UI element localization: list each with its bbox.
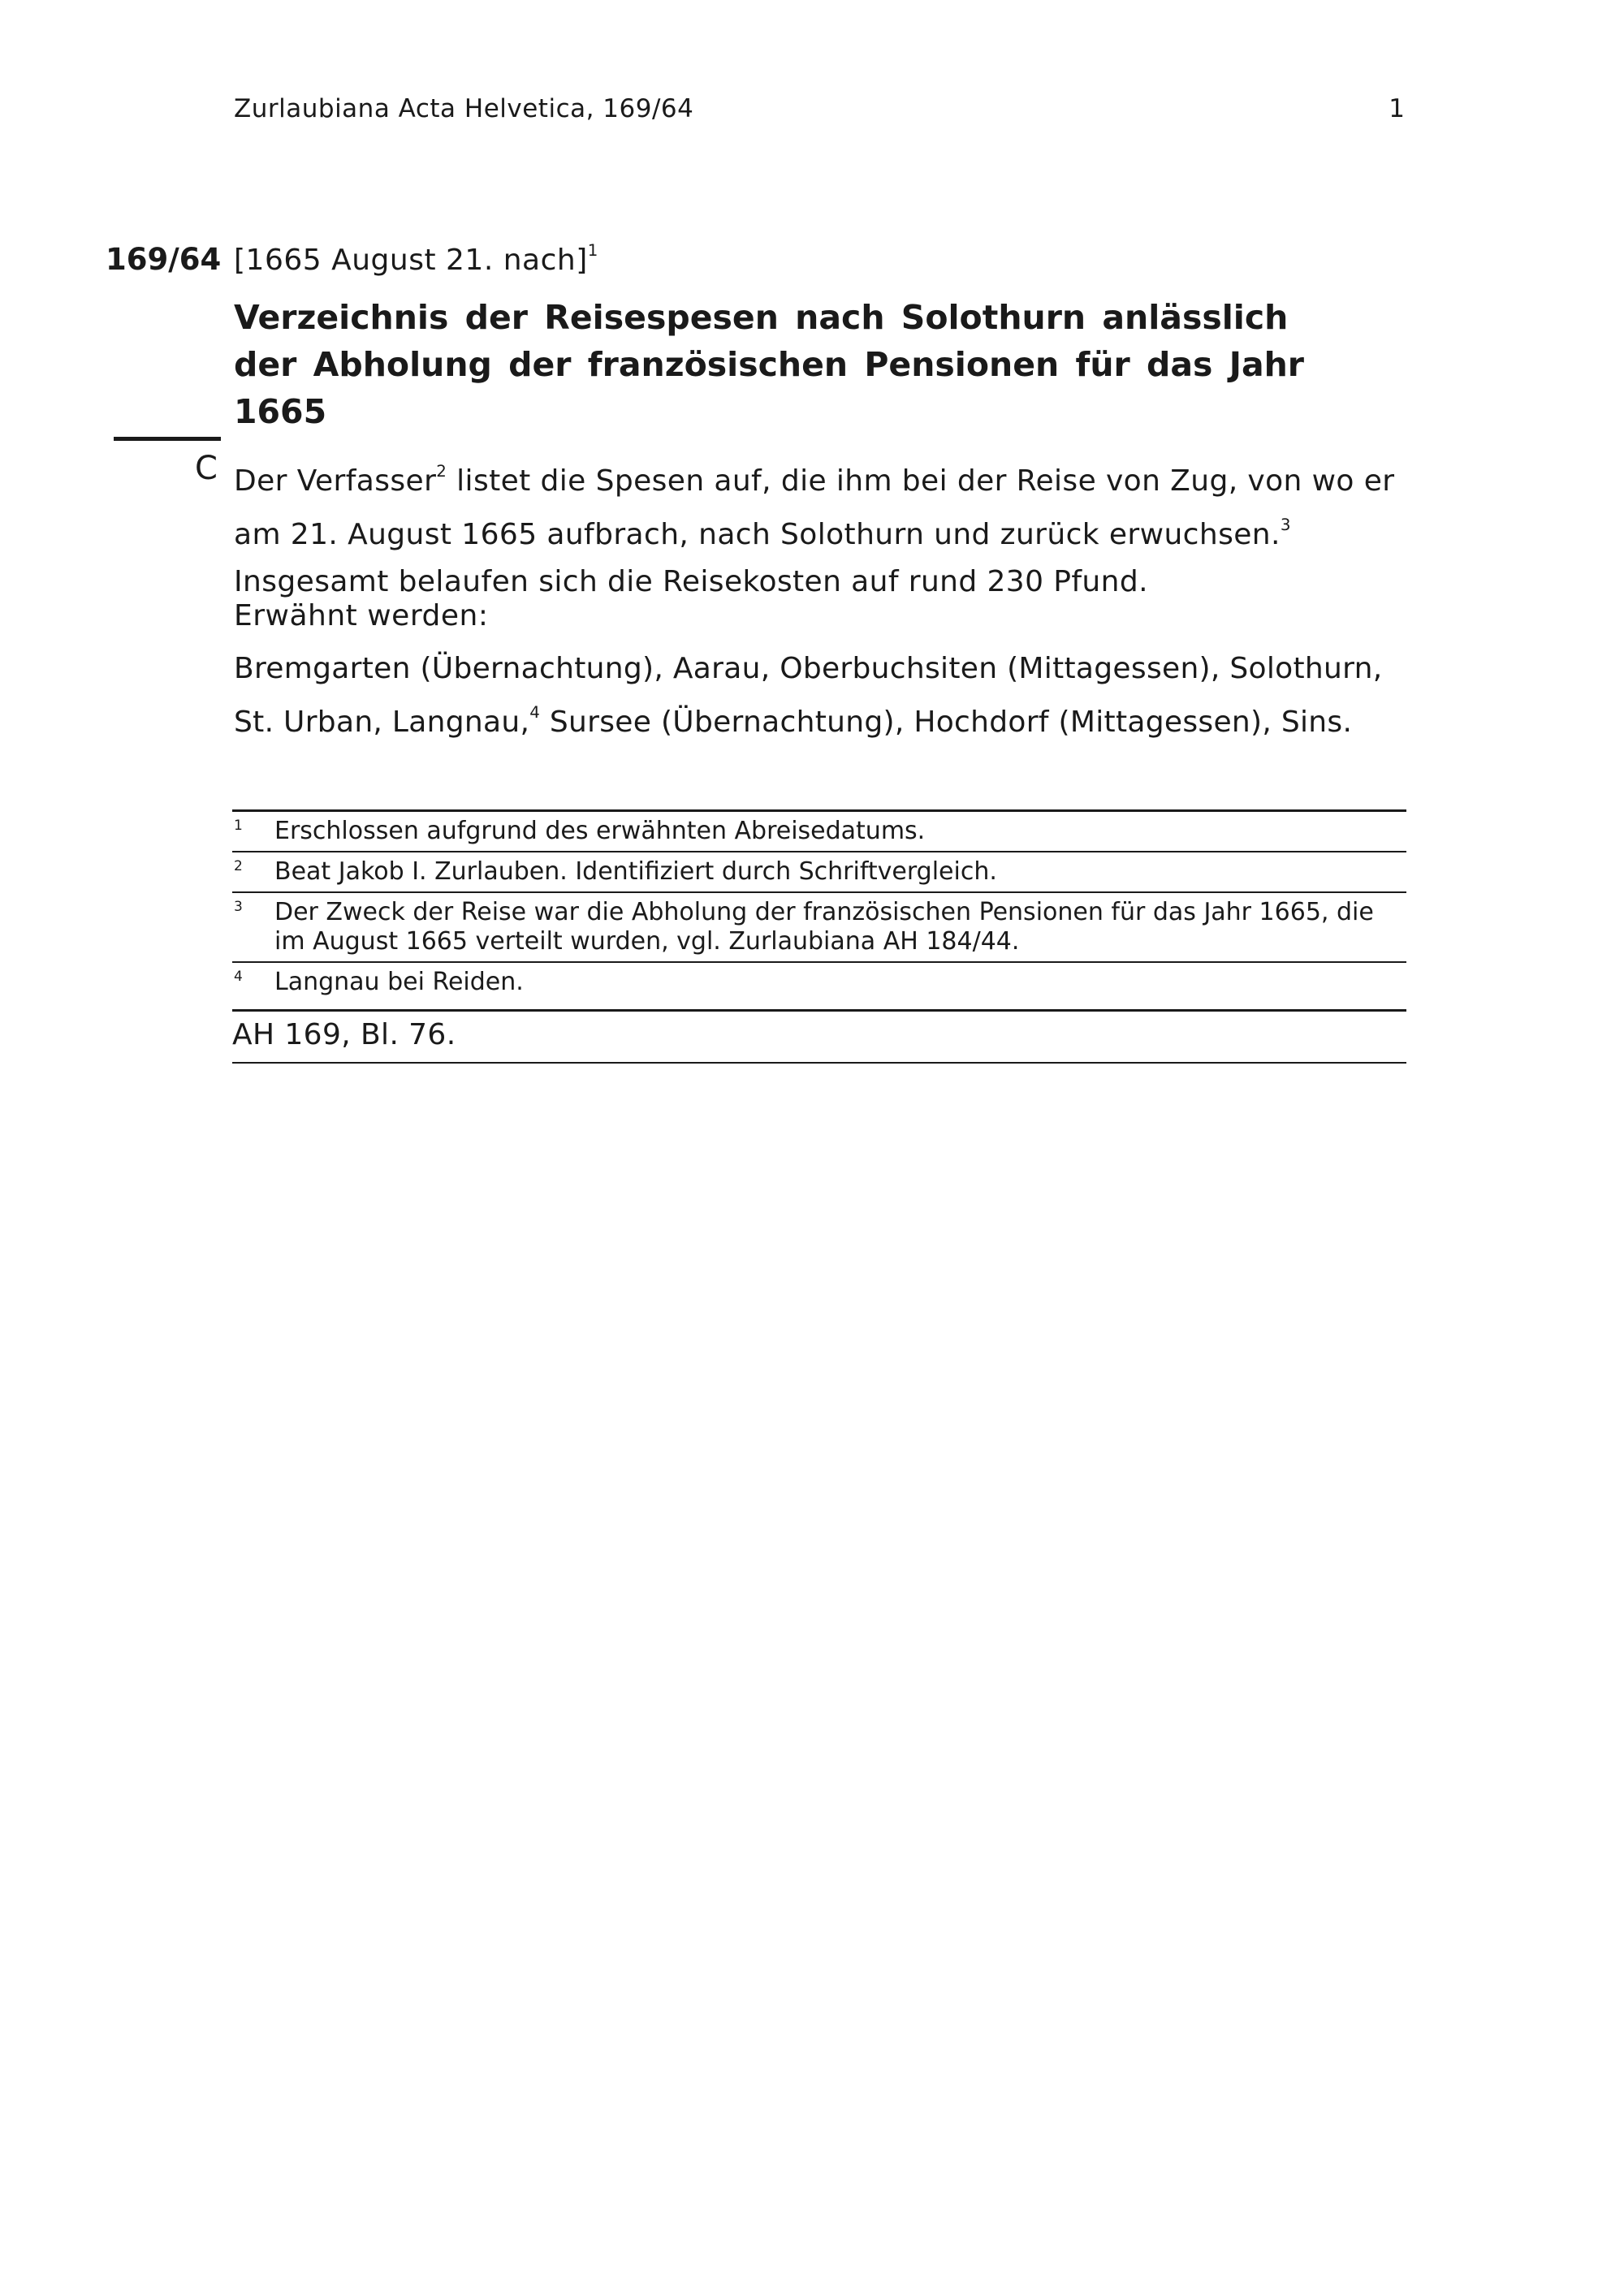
summary-paragraph bbox=[234, 451, 1403, 559]
footnote-ref: 2 bbox=[436, 462, 447, 481]
summary-text: listet die Spesen auf, die ihm bei der Reise von Zug, von wo er am 21. August 1665 aufbrach, nach Solothurn und zurück erwuchsen. bbox=[234, 464, 1395, 551]
places-label: Erwähnt werden: bbox=[234, 599, 489, 632]
footnote-text: Der Zweck der Reise war die Abholung der französischen Pensionen für das Jahr 1665, die im August 1665 verteilt wurden, vgl. Zurlaubiana AH 184/44. bbox=[274, 898, 1374, 956]
summary-total: Insgesamt belaufen sich die Reisekosten auf rund 230 Pfund. bbox=[234, 565, 1148, 598]
footnote bbox=[232, 963, 1406, 1002]
places-text: Bremgarten (Übernachtung), Aarau, Oberbuchsiten (Mittagessen), Solothurn, St. Urban, Langnau, bbox=[234, 652, 1383, 739]
footnote-text: Erschlossen aufgrund des erwähnten Abreisedatums. bbox=[274, 817, 926, 845]
footnote-ref: 4 bbox=[529, 703, 541, 723]
footnote-number: 4 bbox=[234, 969, 243, 985]
footnote-number: 2 bbox=[234, 858, 243, 874]
summary-marker: C bbox=[195, 450, 218, 487]
running-title: Zurlaubiana Acta Helvetica, 169/64 bbox=[234, 94, 694, 123]
summary bbox=[234, 451, 1403, 606]
document-title: Verzeichnis der Reisespesen nach Solothurn anlässlich der Abholung der französischen Pensionen für das Jahr 1665 bbox=[234, 298, 1305, 431]
page-number: 1 bbox=[1389, 94, 1405, 123]
places-text: Sursee (Übernachtung), Hochdorf (Mittagessen), Sins. bbox=[540, 706, 1353, 739]
footnote-number: 3 bbox=[234, 899, 243, 915]
footnote-ref: 1 bbox=[587, 241, 598, 261]
footnote bbox=[232, 852, 1406, 893]
places-list bbox=[234, 645, 1403, 746]
source-reference: AH 169, Bl. 76. bbox=[232, 1009, 1406, 1064]
footnote-text: Beat Jakob I. Zurlauben. Identifiziert durch Schriftvergleich. bbox=[274, 857, 997, 886]
document-number: 169/64 bbox=[106, 242, 222, 277]
footnote-ref: 3 bbox=[1280, 516, 1291, 535]
summary-text: Der Verfasser bbox=[234, 464, 437, 498]
document-date bbox=[234, 241, 598, 277]
section-rule bbox=[114, 437, 221, 441]
footnotes bbox=[232, 809, 1406, 1002]
footnote bbox=[232, 812, 1406, 852]
document-date-text: [1665 August 21. nach] bbox=[234, 244, 588, 277]
footnote-text: Langnau bei Reiden. bbox=[274, 968, 524, 996]
footnote-number: 1 bbox=[234, 818, 243, 834]
footnote bbox=[232, 893, 1406, 963]
